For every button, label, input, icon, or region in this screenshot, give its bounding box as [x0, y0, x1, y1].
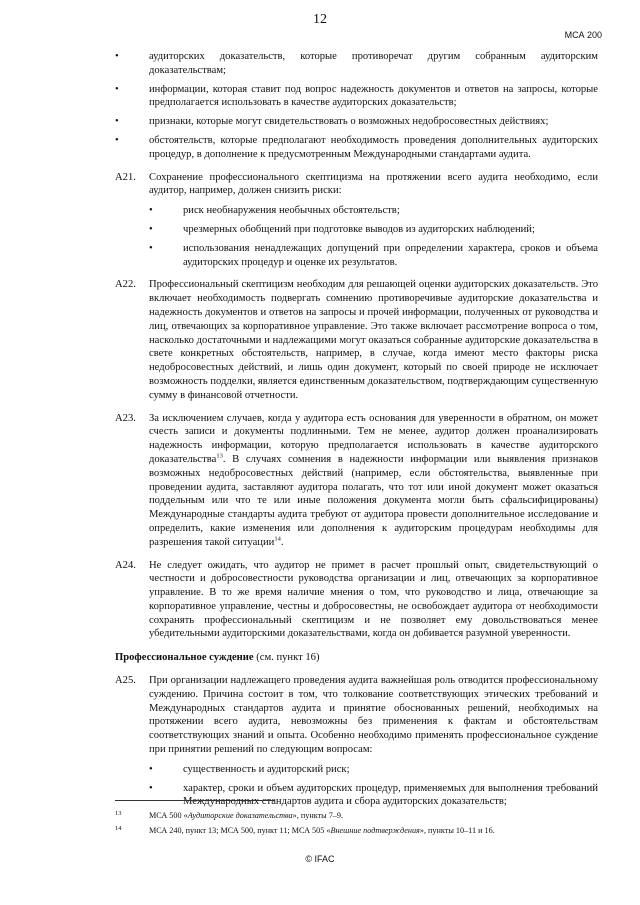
a21-bullet-list [149, 204, 598, 269]
paragraph-text: При организации надлежащего проведения аудита важнейшая роль отводится профессиональному суждению. Причина состоит в том, что толкование соответствующих этических требований и Международных стандартов аудита и принятие обоснованных решений, необходимых на протяжении всего аудита, невозможны без применения к фактам и обстоятельствам соответствующих знаний и опыта. Особенно необходимо применять профессиональное суждение при принятии решений по следующим вопросам: [149, 675, 598, 756]
copyright-footer: © IFAC [305, 854, 335, 864]
standard-code: МСА 200 [564, 30, 602, 40]
list-item: • существенность и аудиторский риск; [149, 763, 598, 777]
text-segment: За исключением случаев, когда у аудитора есть основания для уверенности в обратном, он может счесть записи и документы подлинными. Тем не менее, аудитор должен проанализировать надежность информации, которую предполагается использовать в качестве аудиторского доказательства [149, 412, 598, 465]
paragraph-number: A21. [115, 171, 136, 183]
paragraph-number: A24. [115, 559, 136, 571]
top-bullet-list [115, 50, 598, 162]
footnote-text: МСА 500 « [149, 811, 188, 820]
paragraph-a22 [115, 278, 598, 402]
paragraph-a21 [115, 171, 598, 270]
footnotes [115, 800, 598, 840]
list-item: • чрезмерных обобщений при подготовке выводов из аудиторских наблюдений; [149, 223, 598, 237]
list-item: • аудиторских доказательств, которые противоречат другим собранным аудиторским доказательствам; [115, 50, 598, 78]
paragraph-a24 [115, 559, 598, 642]
section-title: Профессиональное суждение [115, 652, 254, 664]
footnote-13 [115, 810, 598, 821]
paragraph-text [149, 412, 598, 550]
footnote-title: Аудиторские доказательства [187, 811, 293, 820]
page-number: 12 [313, 12, 327, 27]
paragraph-text: Сохранение профессионального скептицизма на протяжении всего аудита необходимо, если аудитор, например, должен снизить риски: [149, 171, 598, 197]
footnote-divider [115, 800, 275, 801]
text-segment: . [280, 536, 284, 548]
section-reference: (см. пункт 16) [253, 652, 320, 664]
list-item: • риск необнаружения необычных обстоятельств; [149, 204, 598, 218]
footnote-text: », пункты 10–11 и 16. [419, 826, 495, 835]
footnote-14 [115, 825, 598, 836]
paragraph-number: A23. [115, 412, 136, 424]
list-item: • обстоятельств, которые предполагают необходимость проведения дополнительных аудиторских процедур, в дополнение к предусмотренным Международными стандартами аудита. [115, 134, 598, 162]
main-content [115, 50, 598, 816]
list-item: • использования ненадлежащих допущений при определении характера, сроков и объема аудиторских процедур и оценке их результатов. [149, 242, 598, 270]
list-item: • признаки, которые могут свидетельствовать о возможных недобросовестных действиях; [115, 115, 598, 129]
section-heading [115, 651, 598, 665]
footnote-ref-14[interactable]: 14 [274, 535, 281, 543]
paragraph-text: Не следует ожидать, что аудитор не примет в расчет прошлый опыт, свидетельствующий о честности и добросовестности руководства организации и лиц, отвечающих за корпоративное управление. В то же время наличие мнения о том, что руководство и лица, отвечающие за корпоративное управление, честны и добросовестны, не освобождает аудитора от необходимости сохранять профессиональный скептицизм и не позволяет ему довольствоваться менее убедительными аудиторскими доказательствами, когда он добивается разумной уверенности. [149, 559, 598, 640]
paragraph-a25 [115, 674, 598, 809]
list-item: • характер, сроки и объем аудиторских процедур, применяемых для выполнения требований Международных стандартов аудита и сбора аудиторских доказательств; [149, 782, 598, 810]
list-item: • информации, которая ставит под вопрос надежность документов и ответов на запросы, которые предполагается использовать в качестве аудиторских доказательств; [115, 83, 598, 111]
footnote-number: 13 [115, 810, 122, 817]
paragraph-number: A22. [115, 279, 136, 291]
footnote-text: МСА 240, пункт 13; МСА 500, пункт 11; МСА 505 « [149, 826, 331, 835]
text-segment: . В случаях сомнения в надежности информации или выявления признаков возможных недобросовестных действий (например, если обстоятельства, выявленные при проведении аудита, заставляют аудитора полагать, что тот или иной документ может оказаться поддельным или что те или иные положения документа могли быть сфальсифицированы) Международные стандарты аудита требуют от аудитора провести дополнительное исследование и определить, какие изменения или дополнения к аудиторским процедурам необходимы для разрешения такой ситуации [149, 453, 598, 548]
paragraph-a23 [115, 412, 598, 550]
paragraph-text: Профессиональный скептицизм необходим для решающей оценки аудиторских доказательств. Это включает необходимость подвергать сомнению противоречивые аудиторские доказательства и надежность документов и ответов на запросы и прочей информации, полученных от руководства и лиц, отвечающих за корпоративное управление. Это также включает рассмотрение вопроса о том, насколько достаточными и надлежащими могут оказаться собранные аудиторские доказательства в свете конкретных обстоятельств, например, в случае, когда имеют место факторы риска недобросовестных действий, и лишь один документ, который по своей природе не исключает возможность подделки, является единственным доказательством, подтверждающим существенную сумму в финансовой отчетности. [149, 279, 598, 401]
footnote-title: Внешние подтверждения [330, 826, 420, 835]
paragraph-number: A25. [115, 675, 136, 687]
footnote-ref-13[interactable]: 13 [216, 452, 223, 460]
footnote-number: 14 [115, 825, 122, 832]
footnote-text: », пункты 7–9. [292, 811, 344, 820]
